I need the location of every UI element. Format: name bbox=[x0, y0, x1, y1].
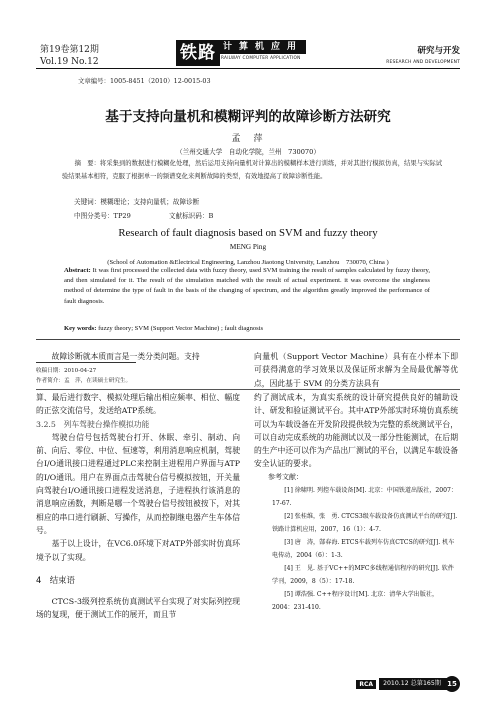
abstract-en bbox=[64, 266, 430, 307]
right-column bbox=[254, 391, 458, 614]
footer-issue: 2010.12 总第165期 bbox=[379, 678, 447, 690]
reference-item: [4] 王 见. 基于VC++的MFC多线程通信程序的研究[J]. 软件学刊，2009，8（5）：17-18. bbox=[272, 565, 454, 586]
page-break-rule bbox=[36, 389, 460, 390]
volume-en: Vol.19 No.12 bbox=[40, 57, 99, 67]
clc-number: 中图分类号：TP29 bbox=[74, 212, 131, 220]
page-footer bbox=[356, 675, 460, 693]
journal-logo-subtitle: RAILWAY COMPUTER APPLICATION bbox=[221, 55, 301, 60]
footnote-rule bbox=[36, 362, 136, 363]
author-en: MENG Ping bbox=[229, 243, 267, 251]
abstract-en-text: It was first processed the collected data with fuzzy theory, used SVM training the result of samples calculated by fuzzy theory, and then simulated for it. The result of the simulation matched with the result of actual experiment. it was overcome the singleness method of determine the type of fault in the basis of the changing of spectrum, and the algorithm greatly improved the performance of fault diagnosis. bbox=[64, 267, 430, 305]
section-heading-conclusion: 4 结束语 bbox=[36, 574, 75, 585]
reference-item: [5] 谭浩强. C++程序设计[M]. 北京：清华大学出版社，2004：231-410. bbox=[272, 591, 439, 612]
section-label bbox=[386, 44, 460, 65]
reference-item: [2] 张桂维，张 勇. CTCS3级车载设备仿真测试平台的研究[J]. 铁路计算机应用，2007，16（1）：4-7. bbox=[272, 513, 458, 534]
intro-right bbox=[254, 350, 458, 390]
abstract-en-label: Abstract: bbox=[64, 267, 91, 274]
abstract-cn: 摘 要：将采集到的数据进行模糊化处理，然后运用支持向量机对计算出的模糊样本进行训练，并对其进行模拟仿真，结果与实际试验结果基本相符，克服了根据单一的频谱变化来判断故障的类型，有效地提高了故障诊断性能。 bbox=[62, 160, 442, 180]
reference-item: [1] 徐啸明. 列控车载设备[M]. 北京：中国铁道出版社，2007：17-67. bbox=[272, 487, 457, 508]
affiliation-cn: （兰州交通大学 自动化学院，兰州 730070） bbox=[176, 148, 320, 156]
intro-left-text: 故障诊断就本质而言是一类分类问题。支持 bbox=[51, 352, 200, 361]
subsection-heading: 3.2.5 列车驾驶台操作模拟功能 bbox=[36, 419, 150, 429]
journal-logo-main: 铁路 bbox=[176, 40, 220, 66]
keywords-en bbox=[64, 325, 263, 332]
author-bio: 作者简介：孟 萍，在读硕士研究生。 bbox=[36, 378, 132, 384]
references-title: 参考文献： bbox=[268, 472, 303, 481]
volume-cn: 第19卷第12期 bbox=[40, 45, 99, 55]
keywords-en-text: fuzzy theory; SVM (Support Vector Machine) ; fault diagnosis bbox=[96, 325, 264, 332]
paper-title-en: Research of fault diagnosis based on SVM and fuzzy theory bbox=[118, 227, 378, 239]
footnote bbox=[36, 366, 131, 386]
abstract-divider bbox=[36, 339, 460, 340]
right-para-1: 约了测试成本，为真实系统的设计研究提供良好的辅助设计、研发和验证测试平台。其中ATP外部实时环境仿真系统可以为车载设备在开发阶段提供较为完整的系统测试平台，可以自动完成系统的功能测试以及一部分性能测试，在后期的生产中还可以作为产品出厂测试的平台，以满足车载设备安全认证的要求。 bbox=[254, 393, 458, 469]
section-label-cn: 研究与开发 bbox=[417, 46, 460, 56]
document-code: 文献标识码：B bbox=[168, 212, 214, 220]
left-para-4: CTCS-3级列控系统仿真测试平台实现了对实际列控现场的复现，便于测试工作的展开，而且节 bbox=[36, 597, 240, 620]
keywords-cn: 关键词：模糊理论；支持向量机；故障诊断 bbox=[74, 198, 200, 206]
left-para-1: 算、最后进行数字、模拟处理后输出相应频率、相位、幅度的正弦交流信号，发送给ATP系统。 bbox=[36, 393, 240, 416]
intro-right-text: 向量机（Support Vector Machine）具有在小样本下即可获得满意的学习效果以及保证所求解为全局最优解等优点，因此基于 SVM 的分类方法具有 bbox=[254, 352, 458, 388]
keywords-en-label: Key words: bbox=[64, 325, 97, 332]
author-cn: 孟 萍 bbox=[231, 134, 265, 144]
page-number: 15 bbox=[444, 676, 460, 692]
left-para-3: 基于以上设计，在VC6.0环境下对ATP外部实时仿真环境予以了实现。 bbox=[36, 539, 240, 562]
footer-badge: RCA bbox=[356, 680, 376, 689]
reference-item: [3] 唐 涛，郜春海. ETCS车载列车仿真CTCS的研究[J]. 机车电传动，2004（6）：1-3. bbox=[272, 539, 455, 560]
left-para-2: 驾驶台信号包括驾驶台打开、休眠、牵引、制动、向前、向后、零位、中位、恒速等，利用消息响应机制，驾驶台I/O通讯接口进程通过PLC来控制主进程用户界面与ATP的I/O通讯。用户在界面点击驾驶台信号模拟按钮，开关量向驾驶台I/O通讯接口进程发送消息，子进程执行该消息的消息响应函数，判断是哪一个驾驶台信号按钮被按下，对其相应的串口进行刷新、写操作，从而控制继电器产生车体信号。 bbox=[36, 432, 240, 535]
paper-title-cn: 基于支持向量机和模糊评判的故障诊断方法研究 bbox=[105, 109, 391, 125]
affiliation-en: (School of Automation &Electrical Engineering, Lanzhou Jiaotong University, Lanzhou 730070, China ) bbox=[107, 259, 389, 266]
journal-logo-band: 计算机应用 bbox=[220, 40, 306, 54]
left-column bbox=[36, 391, 240, 622]
journal-issue-info bbox=[40, 44, 99, 68]
section-label-en: RESEARCH AND DEVELOPMENT bbox=[386, 60, 460, 65]
header-rule bbox=[36, 68, 460, 69]
article-number: 文章编号：1005-8451（2010）12-0015-03 bbox=[78, 77, 211, 85]
received-date: 收稿日期：2010-04-27 bbox=[36, 368, 97, 374]
classification-row bbox=[74, 210, 213, 220]
